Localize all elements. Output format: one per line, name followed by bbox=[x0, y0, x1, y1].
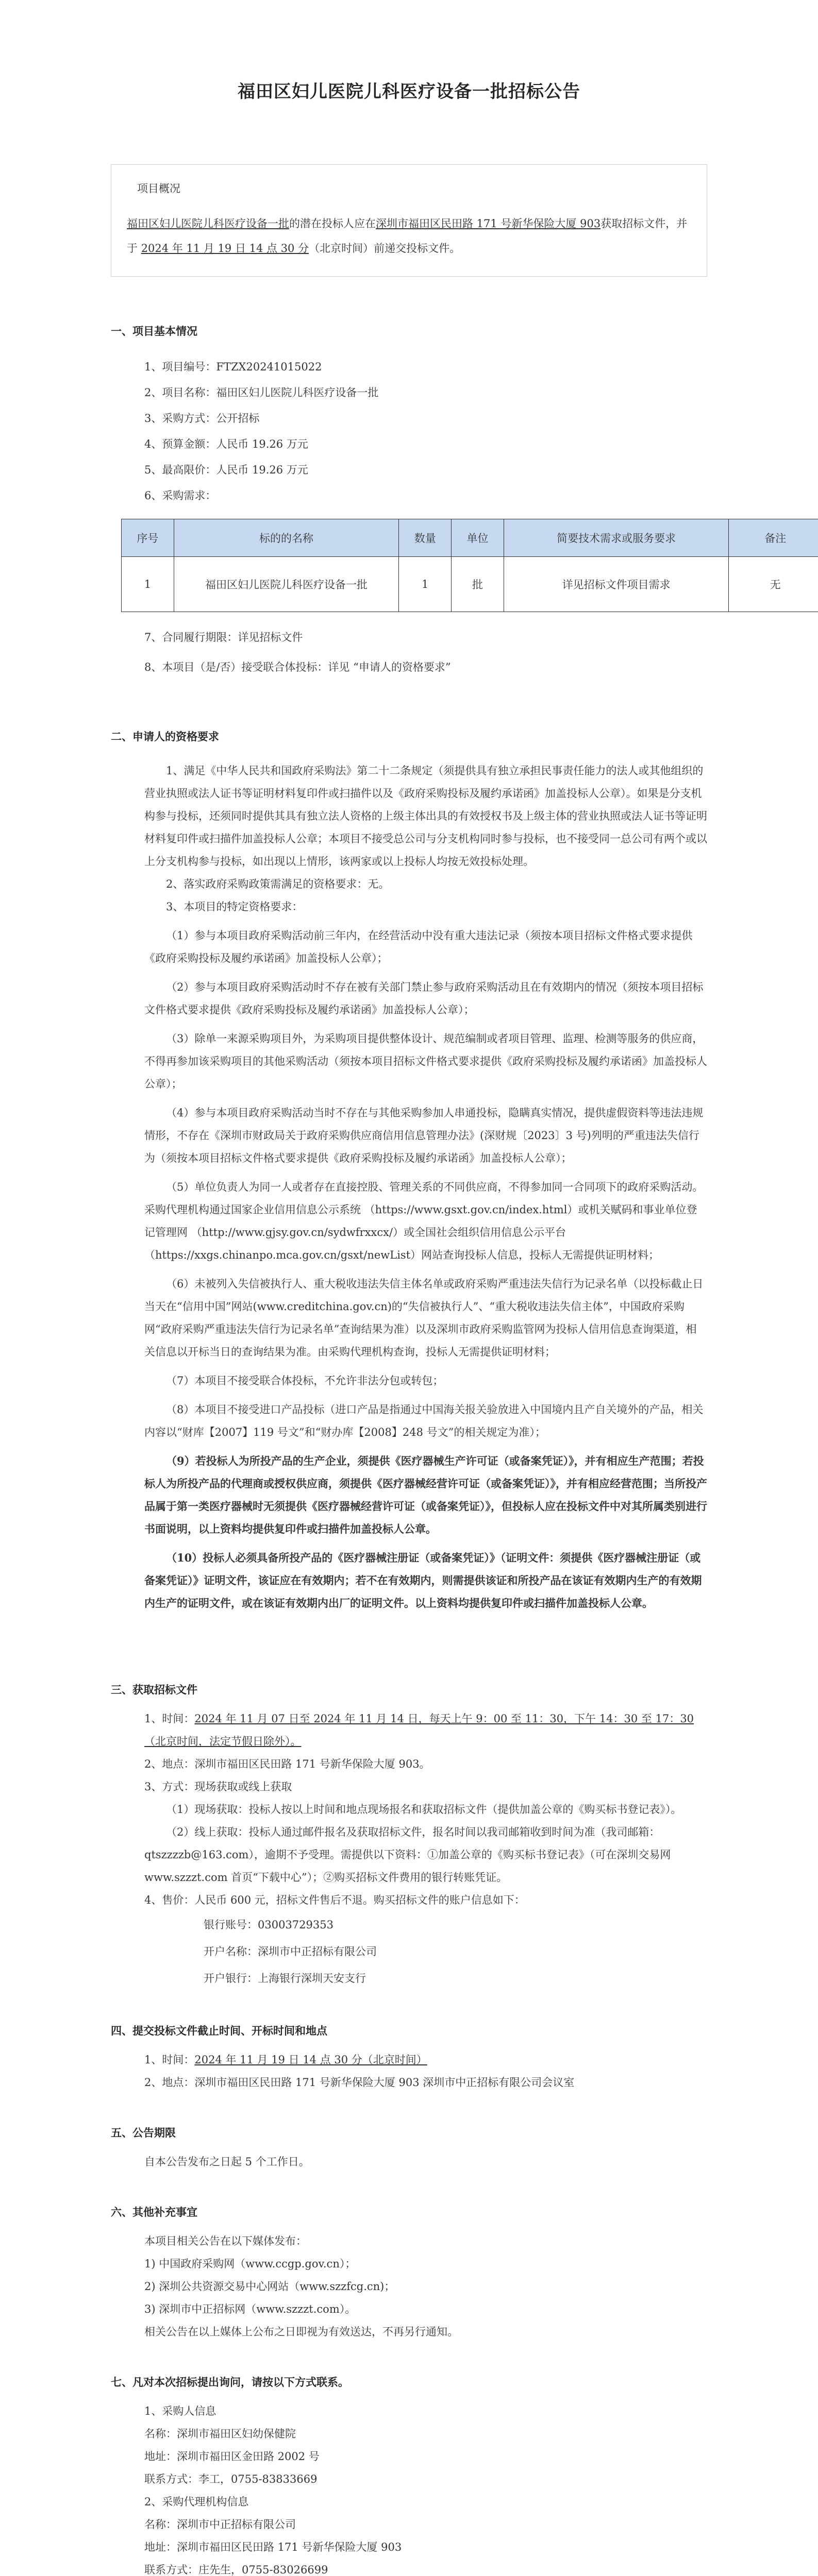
media-line: 本项目相关公告在以下媒体发布： bbox=[144, 2235, 307, 2247]
info-line: 2、地点：深圳市福田区民田路 171 号新华保险大厦 903。 bbox=[144, 1758, 430, 1770]
section-notice-period bbox=[111, 2125, 707, 2173]
section-title: 七、凡对本次招标提出询问，请按以下方式联系。 bbox=[111, 2376, 349, 2388]
info-line: 5、最高限价：人民币 19.26 万元 bbox=[144, 464, 308, 476]
media-line: 1) 中国政府采购网（www.ccgp.gov.cn）； bbox=[144, 2258, 356, 2270]
time-line bbox=[111, 1707, 707, 1753]
notice-text: 自本公告发布之日起 5 个工作日。 bbox=[144, 2156, 310, 2168]
time-line bbox=[111, 2048, 707, 2071]
contact-line: 名称：深圳市福田区妇幼保健院 bbox=[144, 2428, 296, 2440]
qualification-paragraph: 1、满足《中华人民共和国政府采购法》第二十二条规定（须提供具有独立承担民事责任能力的法人或其他组织的营业执照或法人证书等证明材料复印件或扫描件以及《政府采购投标及履约承诺函》加盖投标人公章）。如果是分支机构参与投标，还须同时提供其具有独立法人资格的上级主体出具的有效授权书及上级主体的营业执照或法人证书等证明材料复印件或扫描件加盖投标人公章；本项目不接受总公司与分支机构同时参与投标，也不接受同一总公司有两个或以上分支机构参与投标，如出现以上情形，该两家或以上投标人均按无效投标处理。 bbox=[144, 765, 707, 868]
overview-text bbox=[127, 211, 691, 261]
section-title: 四、提交投标文件截止时间、开标时间和地点 bbox=[111, 2024, 327, 2037]
table-header-row bbox=[122, 519, 818, 557]
table-header: 简要技术需求或服务要求 bbox=[504, 519, 729, 557]
time-label: 1、时间： bbox=[144, 1713, 195, 1725]
section-qualifications bbox=[111, 728, 707, 1615]
bank-line: 银行账号：03003729353 bbox=[204, 1919, 333, 1931]
time-label: 1、时间： bbox=[144, 2054, 195, 2066]
section-title: 六、其他补充事宜 bbox=[111, 2206, 197, 2218]
section-submission bbox=[111, 2023, 707, 2094]
overview-text-part: （北京时间）前递交投标文件。 bbox=[309, 242, 461, 255]
contact-line: 地址：深圳市福田区民田路 171 号新华保险大厦 903 bbox=[144, 2541, 402, 2553]
time-value: 2024 年 11 月 19 日 14 点 30 分（北京时间） bbox=[194, 2054, 427, 2066]
section-title: 二、申请人的资格要求 bbox=[111, 730, 219, 743]
media-line: 2) 深圳公共资源交易中心网站（www.szzfcg.cn)； bbox=[144, 2280, 395, 2293]
section-title: 一、项目基本情况 bbox=[111, 325, 197, 337]
table-header: 标的的名称 bbox=[174, 519, 399, 557]
qualification-paragraph: 3、本项目的特定资格要求： bbox=[166, 901, 303, 913]
qualification-item: （2）参与本项目政府采购活动时不存在被有关部门禁止参与政府采购活动且在有效期内的情况（须按本项目招标文件格式要求提供《政府采购投标及履约承诺函》加盖投标人公章）； bbox=[144, 981, 704, 1016]
contact-line: 联系方式：李工，0755-83833669 bbox=[144, 2473, 318, 2485]
qualification-item: （6）未被列入失信被执行人、重大税收违法失信主体名单或政府采购严重违法失信行为记录名单（以投标截止日当天在“信用中国”网站(www.creditchina.gov.cn)的“失信被执行人”、“重大税收违法失信主体”，中国政府采购网“政府采购严重违法失信行为记录名单”查询结果为准）以及深圳市政府采购监管网为投标人信用信息查询渠道，相关信息以开标当日的查询结果为准。由采购代理机构查询，投标人无需提供证明材料； bbox=[144, 1278, 704, 1358]
overview-deadline: 2024 年 11 月 19 日 14 点 30 分 bbox=[141, 242, 309, 255]
table-cell: 1 bbox=[122, 557, 174, 612]
requirements-table bbox=[121, 519, 818, 612]
overview-text-part: 的潜在投标人应在 bbox=[289, 217, 376, 230]
info-line: 1、项目编号：FTZX20241015022 bbox=[144, 361, 322, 373]
qualification-item-bold: （10）投标人必须具备所投产品的《医疗器械注册证（或备案凭证）》（证明文件：须提供《医疗器械注册证（或备案凭证）》证明文件，该证应在有效期内；若不在有效期内，则需提供该证和所投产品在该证有效期内生产的有效期内生产的证明文件，或在该证有效期内出厂的证明文件。以上资料均提供复印件或扫描件加盖投标人公章。 bbox=[144, 1551, 702, 1609]
table-cell: 无 bbox=[729, 557, 818, 612]
section-get-documents bbox=[111, 1682, 707, 1992]
table-header: 数量 bbox=[399, 519, 452, 557]
method-paragraph: （1）现场获取：投标人按以上时间和地点现场报名和获取招标文件（提供加盖公章的《购买标书登记表》）。 bbox=[166, 1803, 682, 1816]
qualification-item-bold: （9）若投标人为所投产品的生产企业，须提供《医疗器械生产许可证（或备案凭证）》，并有相应生产范围；若投标人为所投产品的代理商或授权供应商，须提供《医疗器械经营许可证（或备案凭证）》，并有相应经营范围；当所投产品属于第一类医疗器械时无须提供《医疗器械经营许可证（或备案凭证）》，但投标人应在投标文件中对其所属类别进行书面说明，以上资料均提供复印件或扫描件加盖投标人公章。 bbox=[144, 1454, 707, 1535]
table-row bbox=[122, 557, 818, 612]
bank-line: 开户名称：深圳市中正招标有限公司 bbox=[204, 1945, 377, 1958]
table-cell: 福田区妇儿医院儿科医疗设备一批 bbox=[174, 557, 399, 612]
media-line: 相关公告在以上媒体上公布之日即视为有效送达，不再另行通知。 bbox=[144, 2326, 458, 2338]
method-paragraph: （2）线上获取：投标人通过邮件报名及获取招标文件，报名时间以我司邮箱收到时间为准（我司邮箱：qtszzzzb@163.com），逾期不予受理。需提供以下资料：①加盖公章的《购买标书登记表》（可在深圳交易网 www.szzzt.com 首页“下载中心”）；②购买招标文件费用的银行转账凭证。 bbox=[144, 1826, 671, 1884]
place-line: 2、地点：深圳市福田区民田路 171 号新华保险大厦 903 深圳市中正招标有限公司会议室 bbox=[144, 2076, 575, 2089]
info-line: 8、本项目（是/否）接受联合体投标：详见 “申请人的资格要求” bbox=[144, 661, 451, 673]
section-title: 五、公告期限 bbox=[111, 2126, 176, 2139]
table-header: 单位 bbox=[452, 519, 504, 557]
fee-line: 4、售价：人民币 600 元，招标文件售后不退。购买招标文件的账户信息如下： bbox=[144, 1894, 525, 1906]
table-cell: 批 bbox=[452, 557, 504, 612]
section-other-matters bbox=[111, 2204, 707, 2343]
table-cell: 1 bbox=[399, 557, 452, 612]
info-line: 6、采购需求： bbox=[144, 489, 216, 502]
info-line: 7、合同履行期限：详见招标文件 bbox=[144, 631, 303, 643]
qualification-paragraph: 2、落实政府采购政策需满足的资格要求：无。 bbox=[166, 878, 390, 890]
contact-line: 联系方式：庄先生，0755-83026699 bbox=[144, 2564, 328, 2576]
qualification-item: （4）参与本项目政府采购活动当时不存在与其他采购参加人串通投标，隐瞒真实情况，提供虚假资料等违法违规情形，不存在《深圳市财政局关于政府采购供应商信用信息管理办法》(深财规〔2023〕3 号)列明的严重违法失信行为（须按本项目招标文件格式要求提供《政府采购投标及履约承诺函》加盖投标人公章）； bbox=[144, 1107, 704, 1164]
qualification-item: （3）除单一来源采购项目外，为采购项目提供整体设计、规范编制或者项目管理、监理、检测等服务的供应商，不得再参加该采购项目的其他采购活动（须按本项目招标文件格式要求提供《政府采购投标及履约承诺函》加盖投标人公章）； bbox=[144, 1032, 707, 1090]
overview-text-part: 获取招标文件，并于 bbox=[127, 217, 688, 255]
contact-line: 名称：深圳市中正招标有限公司 bbox=[144, 2518, 296, 2531]
contact-line: 地址：深圳市福田区金田路 2002 号 bbox=[144, 2450, 320, 2463]
section-title: 三、获取招标文件 bbox=[111, 1683, 197, 1696]
table-cell: 详见招标文件项目需求 bbox=[504, 557, 729, 612]
qualification-item: （1）参与本项目政府采购活动前三年内，在经营活动中没有重大违法记录（须按本项目招标文件格式要求提供《政府采购投标及履约承诺函》加盖投标人公章）； bbox=[144, 929, 693, 964]
overview-place: 深圳市福田区民田路 171 号新华保险大厦 903 bbox=[376, 217, 601, 230]
info-line: 3、方式：现场获取或线上获取 bbox=[144, 1781, 292, 1793]
qualification-item: （7）本项目不接受联合体投标，不允许非法分包或转包； bbox=[166, 1375, 444, 1387]
table-header: 序号 bbox=[122, 519, 174, 557]
overview-label: 项目概况 bbox=[137, 182, 180, 195]
contact-line: 1、采购人信息 bbox=[144, 2405, 216, 2417]
page-title: 福田区妇儿医院儿科医疗设备一批招标公告 bbox=[238, 81, 580, 102]
overview-project-name: 福田区妇儿医院儿科医疗设备一批 bbox=[127, 217, 289, 230]
info-line: 3、采购方式：公开招标 bbox=[144, 412, 260, 425]
bank-line: 开户银行：上海银行深圳天安支行 bbox=[204, 1972, 366, 1985]
info-line: 4、预算金额：人民币 19.26 万元 bbox=[144, 438, 308, 450]
time-value: 2024 年 11 月 07 日至 2024 年 11 月 14 日，每天上午 9：00 至 11：30，下午 14：30 至 17：30（北京时间，法定节假日除外）。 bbox=[144, 1713, 694, 1748]
qualification-item: （8）本项目不接受进口产品投标（进口产品是指通过中国海关报关验放进入中国境内且产自关境外的产品，相关内容以“财库【2007】119 号文”和“财办库【2008】248 号文”的相关规定为准）； bbox=[144, 1403, 704, 1438]
info-line: 2、项目名称：福田区妇儿医院儿科医疗设备一批 bbox=[144, 386, 379, 399]
section-contacts bbox=[111, 2374, 707, 2576]
project-overview-box bbox=[111, 164, 707, 277]
section-project-info bbox=[111, 323, 787, 682]
contact-line: 2、采购代理机构信息 bbox=[144, 2496, 249, 2508]
table-header: 备注 bbox=[729, 519, 818, 557]
qualification-item: （5）单位负责人为同一人或者存在直接控股、管理关系的不同供应商，不得参加同一合同项下的政府采购活动。采购代理机构通过国家企业信用信息公示系统 （https://www.gsxt.gov.cn/index.html）或机关赋码和事业单位登记管理网 （http://www.gjsy.gov.cn/sydwfrxxcx/）或全国社会组织信用信息公示平台 （https://xxgs.chinanpo.mca.gov.cn/gsxt/newList）网站查询投标人信息，投标人无需提供证明材料； bbox=[144, 1181, 704, 1261]
media-line: 3) 深圳市中正招标网（www.szzzt.com）。 bbox=[144, 2303, 356, 2315]
